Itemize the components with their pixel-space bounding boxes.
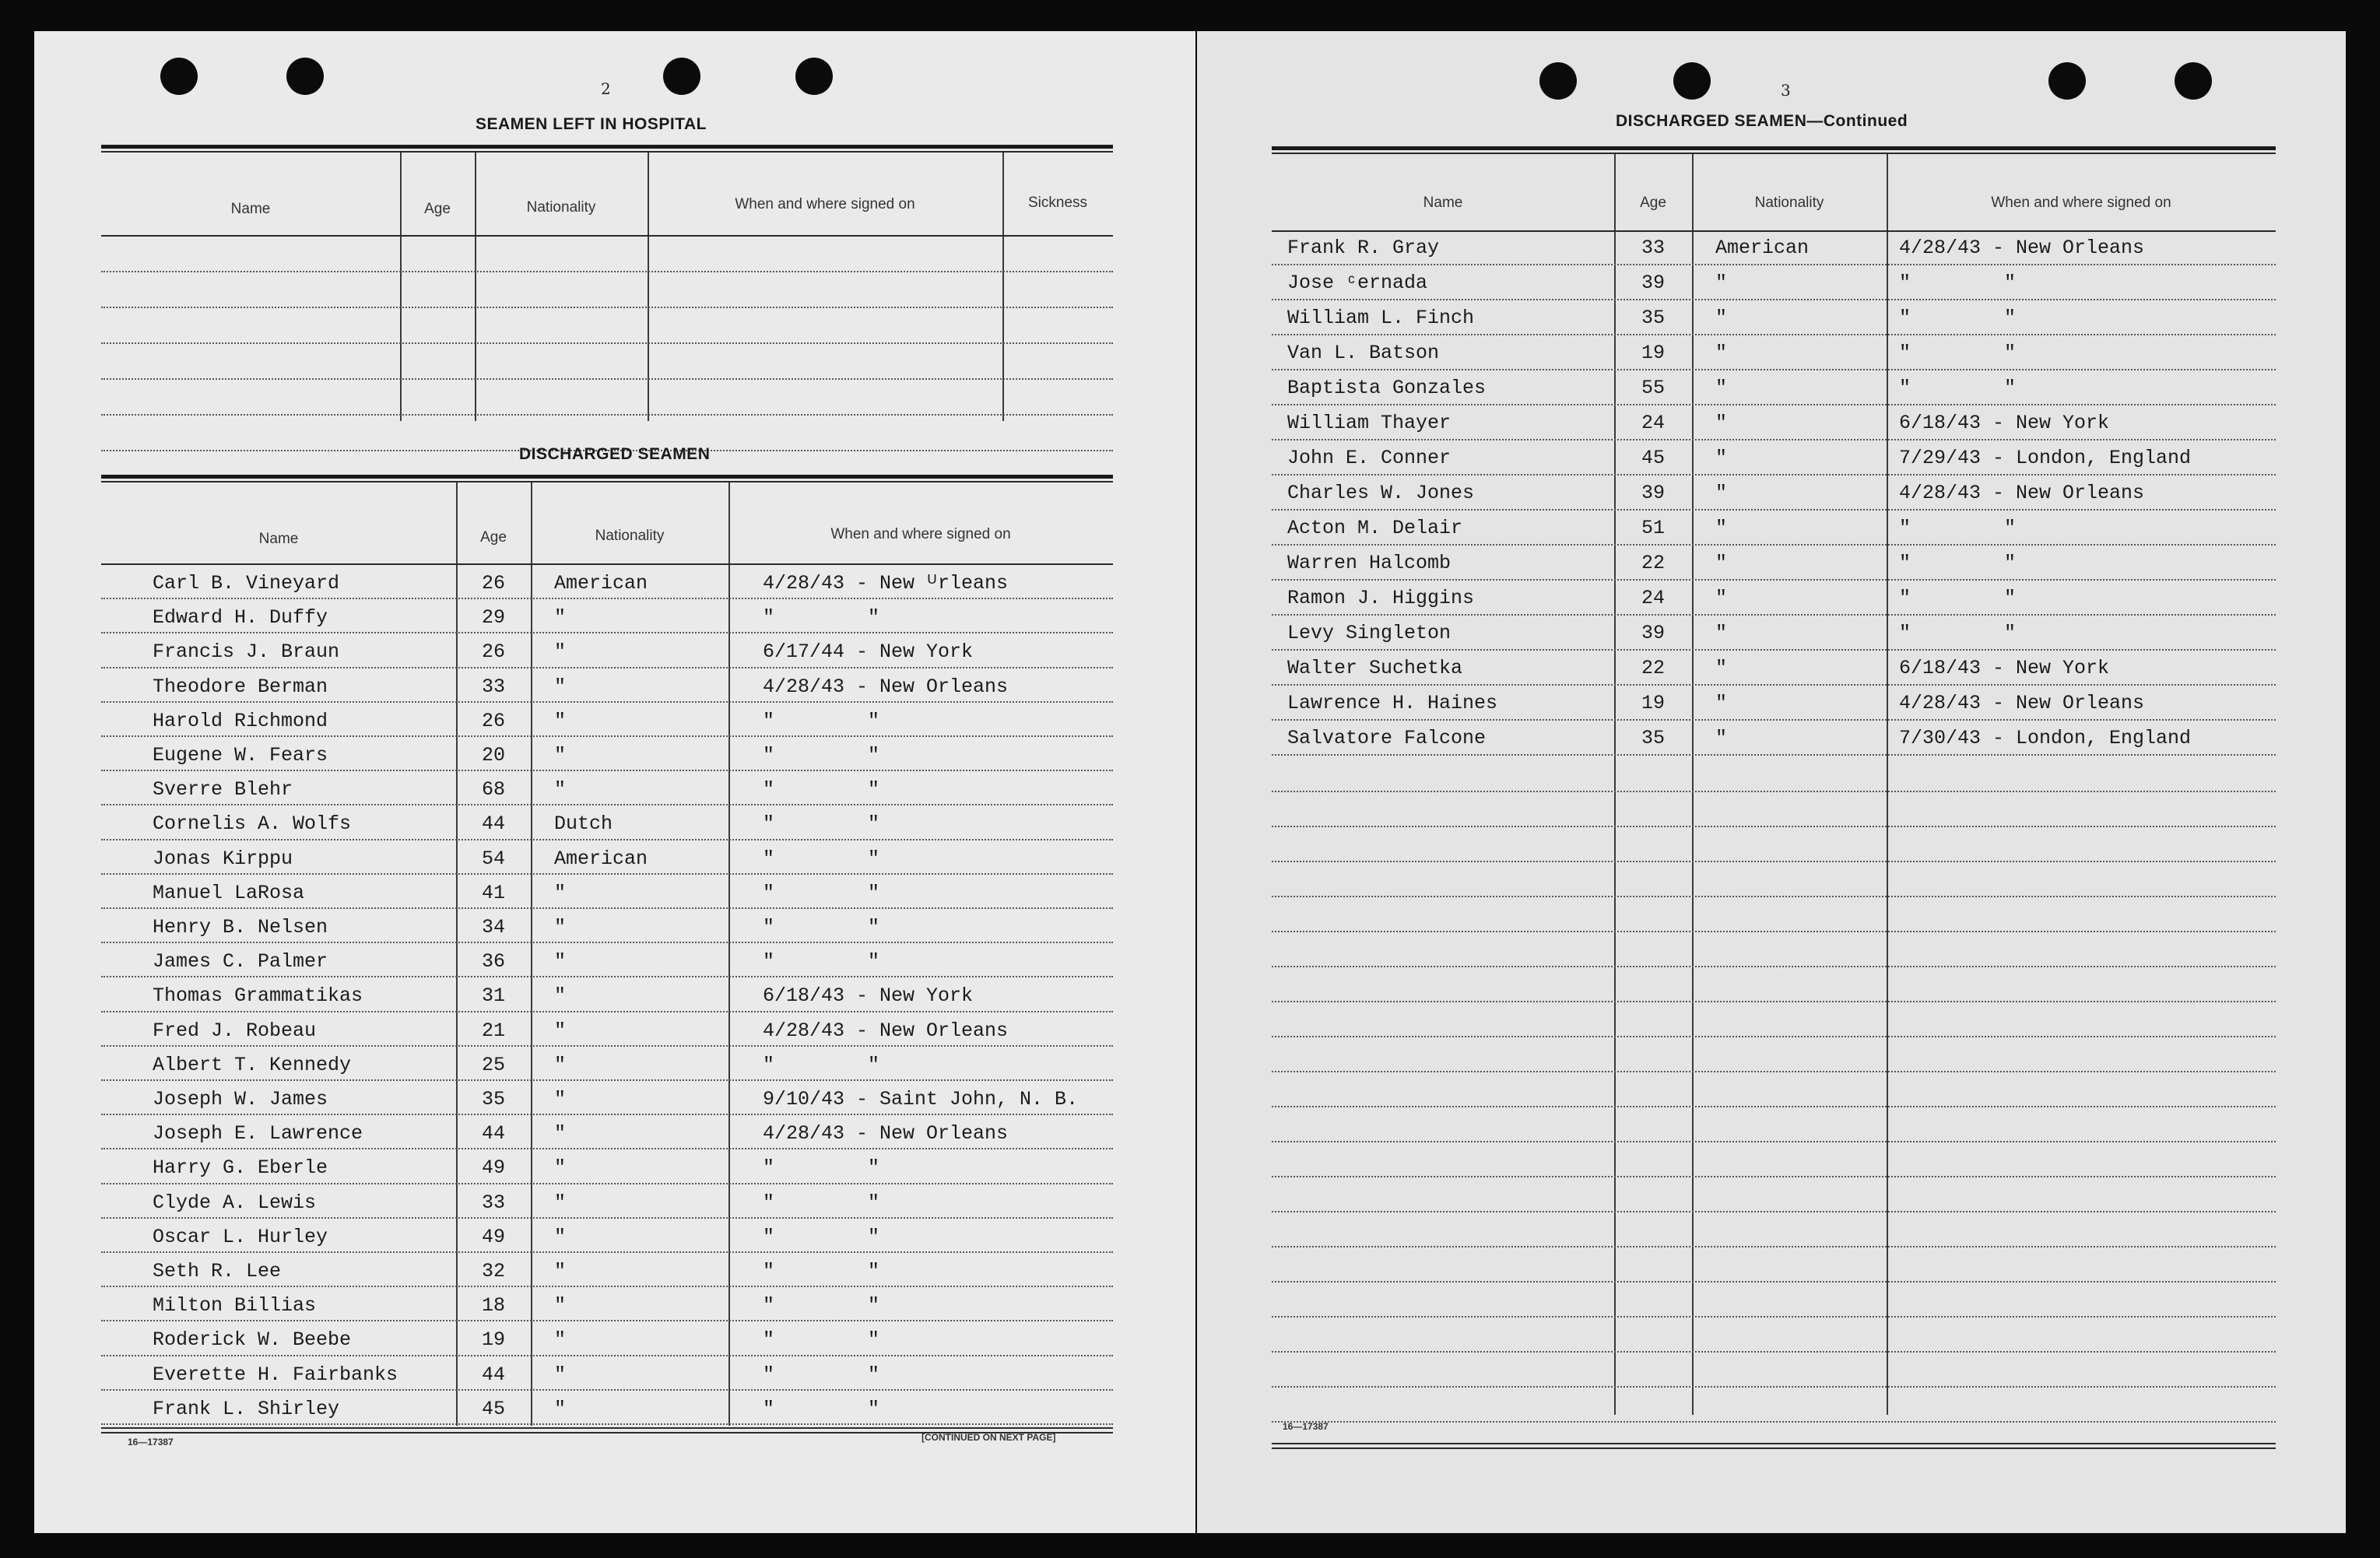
cell-signed-on: " " [763, 1225, 880, 1248]
cell-signed-on: 4/28/43 - New Orleans [1899, 482, 2145, 504]
cell-signed-on: " " [763, 1363, 880, 1386]
cell-name: Joseph E. Lawrence [153, 1122, 363, 1146]
table-row [1272, 616, 2276, 651]
binder-hole [663, 58, 700, 95]
cell-age: 44 [481, 1122, 505, 1146]
cell-signed-on: " " [1899, 587, 2017, 609]
table-row [101, 737, 1113, 771]
table-row [101, 909, 1113, 943]
cell-signed-on: " " [763, 1191, 880, 1214]
cell-name: Henry B. Nelsen [153, 916, 328, 939]
table-row [101, 1253, 1113, 1287]
table-row-line [1272, 1246, 2276, 1247]
discharged-continued-table [1272, 146, 2276, 1454]
cell-nationality: Dutch [554, 812, 613, 836]
row-rule [101, 1423, 1113, 1425]
cell-age: 31 [481, 984, 505, 1008]
table-row [101, 668, 1113, 703]
table-row-line [1272, 1141, 2276, 1142]
cell-signed-on: " " [763, 881, 880, 904]
col-header-nationality: Nationality [1754, 195, 1824, 211]
table-row-line [1272, 1281, 2276, 1283]
form-number: 16—17387 [128, 1437, 174, 1447]
cell-name: Jonas Kirppu [153, 847, 293, 870]
col-header-name: Name [1423, 195, 1463, 211]
cell-nationality: " [1715, 657, 1728, 679]
cell-signed-on: " " [763, 709, 880, 732]
cell-nationality: " [554, 709, 567, 732]
cell-nationality: American [554, 847, 648, 870]
continued-note: [CONTINUED ON NEXT PAGE] [921, 1432, 1056, 1443]
cell-nationality: " [554, 881, 567, 904]
cell-signed-on: " " [763, 1294, 880, 1318]
cell-signed-on: 4/28/43 - New Orleans [763, 1019, 1009, 1042]
table-row [1272, 686, 2276, 721]
cell-nationality: " [554, 1397, 567, 1420]
cell-nationality: " [554, 606, 567, 630]
table-row [1272, 511, 2276, 546]
cell-signed-on: " " [763, 1156, 880, 1180]
discharged-continued-title [1616, 112, 1908, 131]
cell-nationality: " [1715, 447, 1728, 469]
cell-age: 26 [481, 572, 505, 595]
table-row [1272, 300, 2276, 335]
table-row-line [1272, 1421, 2276, 1423]
cell-nationality: " [554, 744, 567, 767]
table-row [101, 1081, 1113, 1115]
col-header-name: Name [230, 201, 271, 217]
cell-age: 39 [1641, 482, 1665, 504]
cell-name: Joseph W. James [153, 1088, 328, 1111]
cell-nationality: " [1715, 482, 1728, 504]
cell-age: 39 [1641, 272, 1665, 294]
cell-signed-on: " " [763, 778, 880, 802]
table-row [101, 1287, 1113, 1321]
cell-signed-on: " " [1899, 622, 2017, 644]
cell-nationality: " [554, 640, 567, 664]
cell-name: Frank R. Gray [1287, 237, 1440, 259]
cell-name: Clyde A. Lewis [153, 1191, 317, 1214]
cell-signed-on: 6/17/44 - New York [763, 640, 974, 664]
table-row-line [1272, 861, 2276, 862]
form-number: 16—17387 [1283, 1421, 1329, 1432]
cell-signed-on: " " [763, 1260, 880, 1283]
cell-name: Thomas Grammatikas [153, 984, 363, 1008]
table-row [101, 943, 1113, 977]
table-row [101, 599, 1113, 633]
cell-name: Carl B. Vineyard [153, 572, 340, 595]
cell-age: 39 [1641, 622, 1665, 644]
discharged-title: DISCHARGED SEAMEN [519, 445, 711, 463]
table-row-line [1272, 966, 2276, 967]
table-row [1272, 405, 2276, 440]
hospital-table [101, 145, 1113, 456]
table-row [1272, 475, 2276, 511]
table-row [101, 771, 1113, 805]
col-header-signed-on: When and where signed on [735, 196, 915, 212]
table-row-line [1272, 791, 2276, 792]
table-row [101, 1047, 1113, 1081]
table-row [101, 1149, 1113, 1184]
cell-nationality: " [1715, 307, 1728, 329]
cell-signed-on: 7/30/43 - London, England [1899, 727, 2192, 749]
table-row [101, 1115, 1113, 1149]
cell-signed-on: 9/10/43 - Saint John, N. B. [763, 1088, 1079, 1111]
cell-age: 24 [1641, 587, 1665, 609]
cell-age: 24 [1641, 412, 1665, 434]
cell-name: Harry G. Eberle [153, 1156, 328, 1180]
col-header-age: Age [1640, 195, 1666, 211]
table-row-line [101, 342, 1113, 344]
cell-name: Walter Suchetka [1287, 657, 1463, 679]
cell-signed-on: " " [763, 916, 880, 939]
page-number: 2 [601, 79, 611, 98]
cell-age: 44 [481, 1363, 505, 1386]
cell-age: 21 [481, 1019, 505, 1042]
table-row-line [101, 271, 1113, 272]
cell-name: Theodore Berman [153, 675, 328, 698]
cell-age: 32 [481, 1260, 505, 1283]
table-row-line [1272, 1106, 2276, 1107]
table-row [101, 1356, 1113, 1391]
cell-nationality: " [554, 778, 567, 802]
cell-name: Baptista Gonzales [1287, 377, 1487, 399]
cell-signed-on: " " [763, 847, 880, 870]
cell-nationality: " [554, 950, 567, 974]
cell-name: Van L. Batson [1287, 342, 1440, 364]
cell-name: Edward H. Duffy [153, 606, 328, 630]
cell-age: 29 [481, 606, 505, 630]
cell-signed-on: 6/18/43 - New York [1899, 412, 2110, 434]
table-row [101, 1219, 1113, 1253]
binder-hole [160, 58, 198, 95]
table-row-line [1272, 826, 2276, 827]
cell-signed-on: " " [763, 1053, 880, 1076]
cell-age: 49 [481, 1156, 505, 1180]
cell-name: Ramon J. Higgins [1287, 587, 1475, 609]
table-row-line [1272, 1176, 2276, 1177]
cell-age: 25 [481, 1053, 505, 1076]
cell-name: Warren Halcomb [1287, 552, 1452, 574]
cell-name: Oscar L. Hurley [153, 1225, 328, 1248]
cell-signed-on: " " [763, 812, 880, 836]
table-row [1272, 546, 2276, 581]
cell-age: 18 [481, 1294, 505, 1318]
cell-name: Roderick W. Beebe [153, 1328, 352, 1352]
cell-signed-on: 4/28/43 - New ᵁrleans [763, 572, 1009, 595]
cell-signed-on: 6/18/43 - New York [763, 984, 974, 1008]
cell-nationality: " [1715, 517, 1728, 539]
cell-signed-on: " " [763, 950, 880, 974]
table-row-line [1272, 896, 2276, 897]
cell-signed-on: 4/28/43 - New Orleans [763, 675, 1009, 698]
table-row [1272, 335, 2276, 370]
cell-name: William L. Finch [1287, 307, 1475, 329]
cell-age: 68 [481, 778, 505, 802]
cell-age: 20 [481, 744, 505, 767]
cell-nationality: " [1715, 552, 1728, 574]
cell-age: 45 [1641, 447, 1665, 469]
table-row-line [101, 307, 1113, 308]
binder-hole [795, 58, 833, 95]
cell-nationality: " [1715, 692, 1728, 714]
cell-age: 26 [481, 709, 505, 732]
cell-age: 35 [1641, 307, 1665, 329]
table-row [101, 805, 1113, 840]
cell-age: 36 [481, 950, 505, 974]
cell-name: Manuel LaRosa [153, 881, 305, 904]
cell-nationality: " [554, 1019, 567, 1042]
cell-nationality: " [554, 1225, 567, 1248]
cell-age: 49 [481, 1225, 505, 1248]
cell-signed-on: " " [1899, 342, 2017, 364]
cell-nationality: " [554, 1053, 567, 1076]
cell-nationality: " [1715, 727, 1728, 749]
cell-signed-on: 4/28/43 - New Orleans [1899, 692, 2145, 714]
col-header-nationality: Nationality [526, 199, 596, 216]
hospital-title: SEAMEN LEFT IN HOSPITAL [476, 115, 707, 133]
cell-age: 22 [1641, 552, 1665, 574]
cell-name: Frank L. Shirley [153, 1397, 340, 1420]
cell-nationality: " [554, 1122, 567, 1146]
cell-nationality: " [1715, 342, 1728, 364]
cell-age: 26 [481, 640, 505, 664]
cell-signed-on: " " [763, 1397, 880, 1420]
cell-signed-on: 4/28/43 - New Orleans [1899, 237, 2145, 259]
cell-signed-on: " " [1899, 307, 2017, 329]
col-header-sickness: Sickness [1027, 195, 1088, 211]
cell-name: Albert T. Kennedy [153, 1053, 352, 1076]
cell-signed-on: 7/29/43 - London, England [1899, 447, 2192, 469]
cell-name: Harold Richmond [153, 709, 328, 732]
discharged-table [101, 475, 1113, 1463]
table-row-line [1272, 1386, 2276, 1388]
table-row [101, 565, 1113, 599]
col-header-name: Name [258, 531, 299, 547]
cell-nationality: American [554, 572, 648, 595]
table-row-line [101, 378, 1113, 380]
cell-nationality: " [1715, 412, 1728, 434]
cell-nationality: " [554, 1328, 567, 1352]
cell-name: Milton Billias [153, 1294, 317, 1318]
binder-hole [2175, 62, 2212, 100]
cell-age: 34 [481, 916, 505, 939]
table-row [101, 1391, 1113, 1425]
cell-name: Levy Singleton [1287, 622, 1452, 644]
cell-age: 22 [1641, 657, 1665, 679]
col-header-signed-on: When and where signed on [830, 526, 1011, 542]
col-header-age: Age [480, 529, 507, 546]
cell-signed-on: " " [763, 606, 880, 630]
cell-name: Francis J. Braun [153, 640, 340, 664]
table-row [101, 875, 1113, 909]
table-row [101, 1184, 1113, 1219]
cell-name: Eugene W. Fears [153, 744, 328, 767]
cell-age: 19 [1641, 342, 1665, 364]
cell-nationality: " [1715, 622, 1728, 644]
cell-signed-on: " " [1899, 517, 2017, 539]
table-row-line [1272, 1036, 2276, 1037]
table-row-line [1272, 931, 2276, 932]
cell-nationality: American [1715, 237, 1810, 259]
cell-age: 44 [481, 812, 505, 836]
cell-signed-on: 6/18/43 - New York [1899, 657, 2110, 679]
binder-hole [1539, 62, 1577, 100]
cell-name: Lawrence H. Haines [1287, 692, 1498, 714]
cell-age: 33 [1641, 237, 1665, 259]
cell-name: Jose ᶜernada [1287, 272, 1428, 294]
table-row-line [1272, 1351, 2276, 1353]
cell-signed-on: " " [763, 1328, 880, 1352]
cell-age: 19 [481, 1328, 505, 1352]
cell-signed-on: " " [1899, 272, 2017, 294]
cell-nationality: " [554, 1191, 567, 1214]
cell-age: 33 [481, 675, 505, 698]
col-header-nationality: Nationality [595, 528, 665, 544]
page-number: 3 [1781, 81, 1791, 100]
cell-age: 55 [1641, 377, 1665, 399]
cell-age: 19 [1641, 692, 1665, 714]
table-row [101, 1012, 1113, 1047]
table-row [1272, 651, 2276, 686]
cell-name: Acton M. Delair [1287, 517, 1463, 539]
table-row-line [1272, 1071, 2276, 1072]
binder-hole [1673, 62, 1711, 100]
table-row [1272, 265, 2276, 300]
title-suffix: —Continued [1806, 112, 1908, 130]
right-page [1197, 31, 2346, 1533]
cell-name: Fred J. Robeau [153, 1019, 317, 1042]
cell-name: Cornelis A. Wolfs [153, 812, 352, 836]
cell-name: James C. Palmer [153, 950, 328, 974]
cell-name: Sverre Blehr [153, 778, 293, 802]
table-row [1272, 230, 2276, 265]
table-row [101, 1321, 1113, 1356]
table-row [101, 977, 1113, 1012]
cell-nationality: " [554, 1294, 567, 1318]
cell-signed-on: 4/28/43 - New Orleans [763, 1122, 1009, 1146]
table-row [1272, 581, 2276, 616]
cell-name: William Thayer [1287, 412, 1452, 434]
table-row-line [1272, 1001, 2276, 1002]
table-row [1272, 721, 2276, 756]
cell-nationality: " [554, 916, 567, 939]
col-header-signed-on: When and where signed on [1991, 195, 2171, 211]
cell-age: 35 [481, 1088, 505, 1111]
table-row-line [101, 414, 1113, 416]
cell-age: 35 [1641, 727, 1665, 749]
cell-name: Everette H. Fairbanks [153, 1363, 398, 1386]
cell-age: 51 [1641, 517, 1665, 539]
cell-signed-on: " " [1899, 377, 2017, 399]
cell-age: 54 [481, 847, 505, 870]
cell-nationality: " [554, 1363, 567, 1386]
row-rule [1272, 754, 2276, 756]
table-row [101, 703, 1113, 737]
cell-nationality: " [554, 1156, 567, 1180]
title-main: DISCHARGED SEAMEN [1616, 112, 1807, 130]
cell-nationality: " [554, 1088, 567, 1111]
table-row [101, 840, 1113, 875]
cell-nationality: " [1715, 272, 1728, 294]
cell-signed-on: " " [1899, 552, 2017, 574]
cell-age: 41 [481, 881, 505, 904]
table-row-line [1272, 1316, 2276, 1318]
cell-nationality: " [554, 675, 567, 698]
binder-hole [286, 58, 324, 95]
cell-age: 33 [481, 1191, 505, 1214]
cell-name: Charles W. Jones [1287, 482, 1475, 504]
cell-nationality: " [1715, 377, 1728, 399]
table-row [1272, 440, 2276, 475]
left-page [34, 31, 1195, 1533]
cell-signed-on: " " [763, 744, 880, 767]
cell-age: 45 [481, 1397, 505, 1420]
cell-name: John E. Conner [1287, 447, 1452, 469]
binder-hole [2048, 62, 2086, 100]
col-header-age: Age [424, 201, 451, 217]
table-row [101, 633, 1113, 668]
cell-nationality: " [554, 1260, 567, 1283]
cell-nationality: " [1715, 587, 1728, 609]
cell-name: Seth R. Lee [153, 1260, 282, 1283]
cell-name: Salvatore Falcone [1287, 727, 1487, 749]
table-row-line [1272, 1211, 2276, 1212]
cell-nationality: " [554, 984, 567, 1008]
table-row [1272, 370, 2276, 405]
